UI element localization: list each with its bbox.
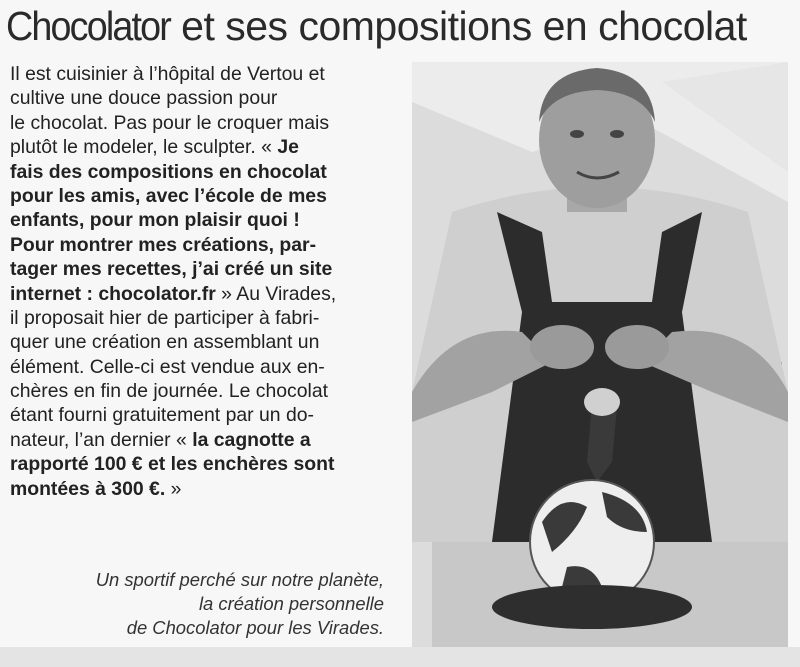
article-line <box>10 184 410 208</box>
article-text: étant fourni gratuitement par un do- <box>10 404 314 427</box>
caption-line: de Chocolator pour les Virades. <box>126 617 384 638</box>
photo-caption <box>14 568 384 640</box>
article-photo <box>412 62 788 647</box>
photo-illustration <box>412 62 788 647</box>
article-line <box>10 62 410 86</box>
quote-text: Pour montrer mes créations, par- <box>10 233 317 256</box>
article-text: » Au Virades, <box>215 282 337 305</box>
quote-text: tager mes recettes, j’ai créé un site <box>10 258 333 281</box>
caption-line: la création personnelle <box>198 593 384 614</box>
quote-text: rapporté 100 € et les enchères sont <box>10 453 335 476</box>
article-text: élément. Celle-ci est vendue aux en- <box>10 355 325 378</box>
quote-text: internet : chocolator.fr <box>10 282 216 305</box>
page-edge <box>0 647 800 667</box>
article-line <box>10 330 410 354</box>
caption-line: Un sportif perché sur notre planète, <box>95 569 384 590</box>
article-line <box>10 282 410 306</box>
headline-rest: et ses compositions en chocolat <box>170 3 747 49</box>
quote-text: enfants, pour mon plaisir quoi ! <box>10 209 300 232</box>
quote-text: pour les amis, avec l’école de mes <box>10 184 327 207</box>
article-text: le chocolat. Pas pour le croquer mais <box>10 111 330 134</box>
quote-text: la cagnotte a <box>192 428 311 451</box>
article-line <box>10 257 410 281</box>
article-text: Il est cuisinier à l’hôpital de Vertou et <box>10 63 325 85</box>
article-line <box>10 86 410 110</box>
article-line <box>10 452 410 476</box>
article-text: il proposait hier de participer à fabri- <box>10 306 320 329</box>
article-line <box>10 233 410 257</box>
quote-text: montées à 300 €. <box>10 477 166 500</box>
headline-brand: Chocolator <box>6 3 171 49</box>
article-line <box>10 355 410 379</box>
article-line <box>10 306 410 330</box>
article-line <box>10 403 410 427</box>
quote-text: Je <box>277 136 299 159</box>
article-line <box>10 111 410 135</box>
quote-text: fais des compositions en chocolat <box>10 160 327 183</box>
article-body <box>10 62 410 501</box>
article-line <box>10 208 410 232</box>
article-text: nateur, l’an dernier « <box>10 428 193 451</box>
article-line <box>10 379 410 403</box>
headline <box>6 2 796 50</box>
article-line <box>10 135 410 159</box>
article-text: quer une création en assemblant un <box>10 331 320 354</box>
article-text: chères en fin de journée. Le chocolat <box>10 380 329 403</box>
article-text: cultive une douce passion pour <box>10 87 278 110</box>
article-line <box>10 428 410 452</box>
article-text: » <box>165 477 182 500</box>
article-text: plutôt le modeler, le sculpter. « <box>10 136 278 159</box>
article-line <box>10 160 410 184</box>
article-line <box>10 477 410 501</box>
